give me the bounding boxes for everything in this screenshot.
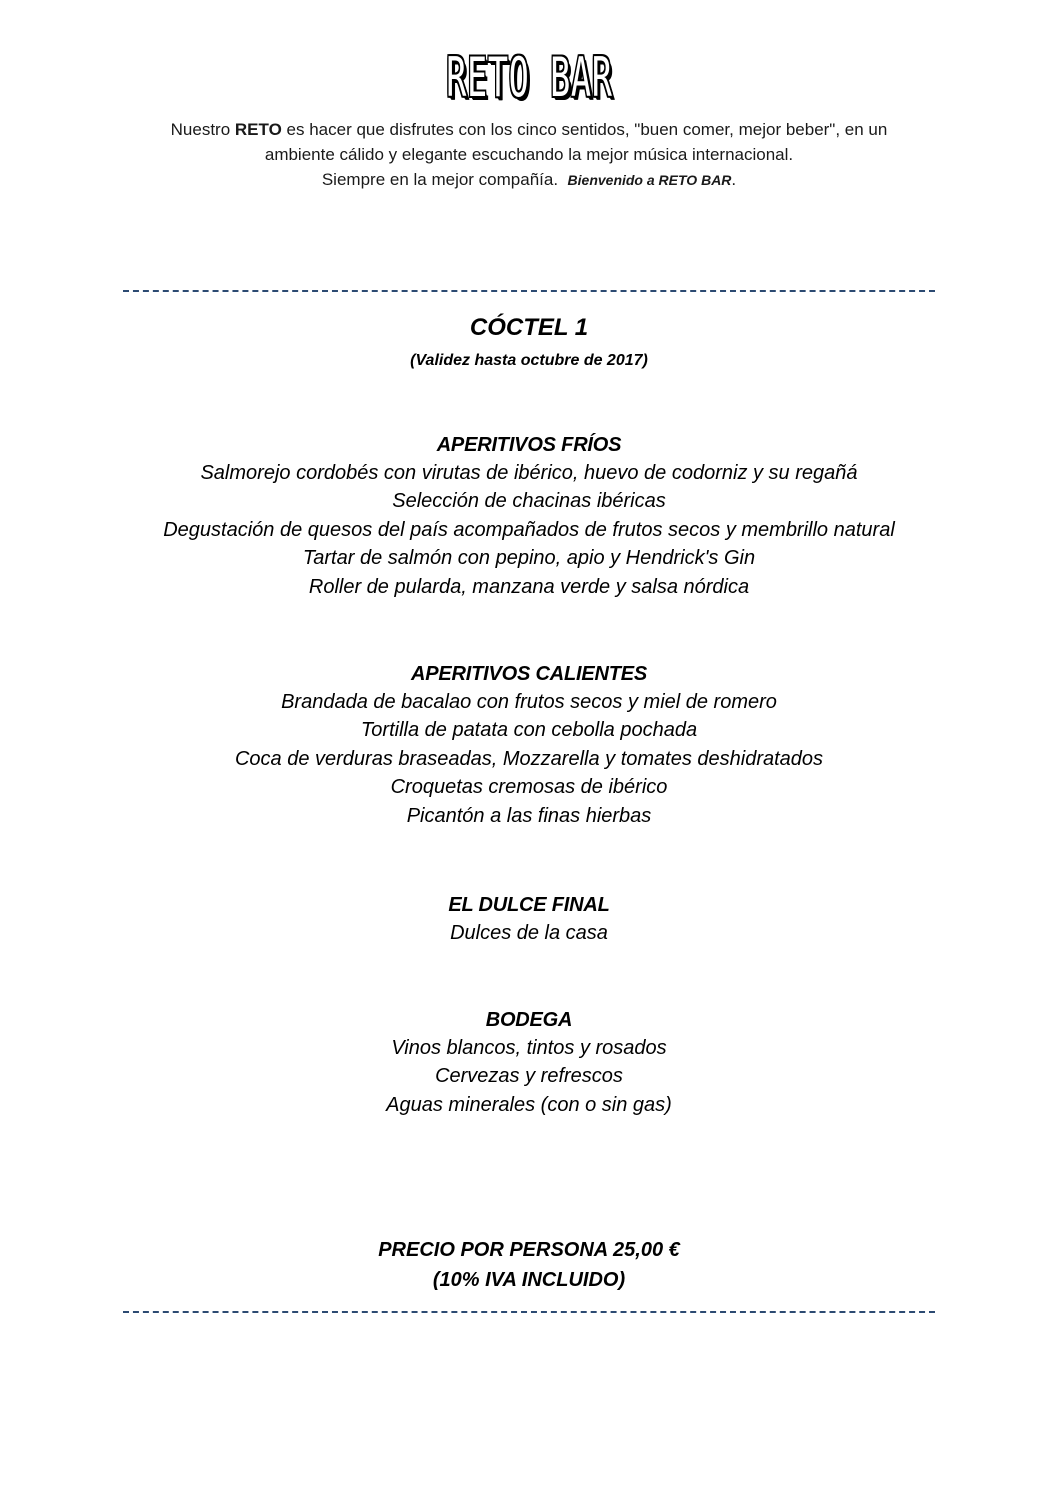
section-items: [0, 919, 1058, 947]
intro-text: [0, 117, 1058, 193]
menu-item: Salmorejo cordobés con virutas de ibérico, huevo de codorniz y su regañá: [200, 462, 858, 484]
section-items: [0, 688, 1058, 830]
intro-reto: RETO: [234, 120, 282, 139]
menu-item: Picantón a las finas hierbas: [406, 804, 652, 827]
logo: RETO BAR: [446, 46, 613, 109]
intro-part-2: es hacer que disfrutes con los cinco sentidos, "buen comer, mejor beber", en un: [281, 120, 888, 139]
bottom-divider: [123, 1311, 935, 1313]
menu-item: Roller de pularda, manzana verde y salsa nórdica: [308, 575, 750, 598]
menu-item: Dulces de la casa: [450, 922, 608, 944]
section-aperitivos-frios: [0, 431, 1058, 601]
intro-line-1: [0, 117, 1058, 142]
menu-validity: (Validez hasta octubre de 2017): [410, 352, 648, 369]
welcome-text: Bienvenido a RETO BAR: [567, 172, 732, 188]
welcome-end: .: [731, 170, 737, 189]
price-line: PRECIO POR PERSONA 25,00 €: [378, 1239, 680, 1261]
tax-line: (10% IVA INCLUIDO): [432, 1269, 626, 1291]
menu-item: Coca de verduras braseadas, Mozzarella y tomates deshidratados: [234, 747, 824, 770]
section-heading: APERITIVOS FRÍOS: [436, 434, 622, 456]
intro-part-1: Nuestro: [170, 120, 235, 139]
section-dulce-final: [0, 891, 1058, 947]
section-items: [0, 1034, 1058, 1119]
section-bodega: [0, 1006, 1058, 1119]
section-items: [0, 459, 1058, 601]
menu-item: Brandada de bacalao con frutos secos y miel de romero: [281, 691, 777, 713]
section-heading: BODEGA: [485, 1009, 573, 1031]
menu-item: Tortilla de patata con cebolla pochada: [360, 719, 698, 742]
menu-item: Cervezas y refrescos: [435, 1065, 623, 1088]
menu-item: Aguas minerales (con o sin gas): [386, 1093, 672, 1116]
intro-line-3: [0, 167, 1058, 193]
top-divider: [123, 290, 935, 292]
menu-item: Selección de chacinas ibéricas: [392, 490, 666, 513]
price-block: [0, 1235, 1058, 1295]
menu-item: Vinos blancos, tintos y rosados: [391, 1037, 667, 1059]
intro-line-2: ambiente cálido y elegante escuchando la mejor música internacional.: [264, 145, 794, 164]
menu-item: Croquetas cremosas de ibérico: [390, 776, 668, 799]
section-heading: APERITIVOS CALIENTES: [410, 663, 648, 685]
section-aperitivos-calientes: [0, 660, 1058, 830]
section-heading: EL DULCE FINAL: [448, 894, 610, 916]
menu-item: Tartar de salmón con pepino, apio y Hendrick's Gin: [302, 547, 756, 570]
menu-item: Degustación de quesos del país acompañados de frutos secos y membrillo natural: [163, 518, 895, 541]
intro-line-3-text: Siempre en la mejor compañía.: [321, 170, 559, 189]
menu-title: CÓCTEL 1: [469, 314, 589, 341]
